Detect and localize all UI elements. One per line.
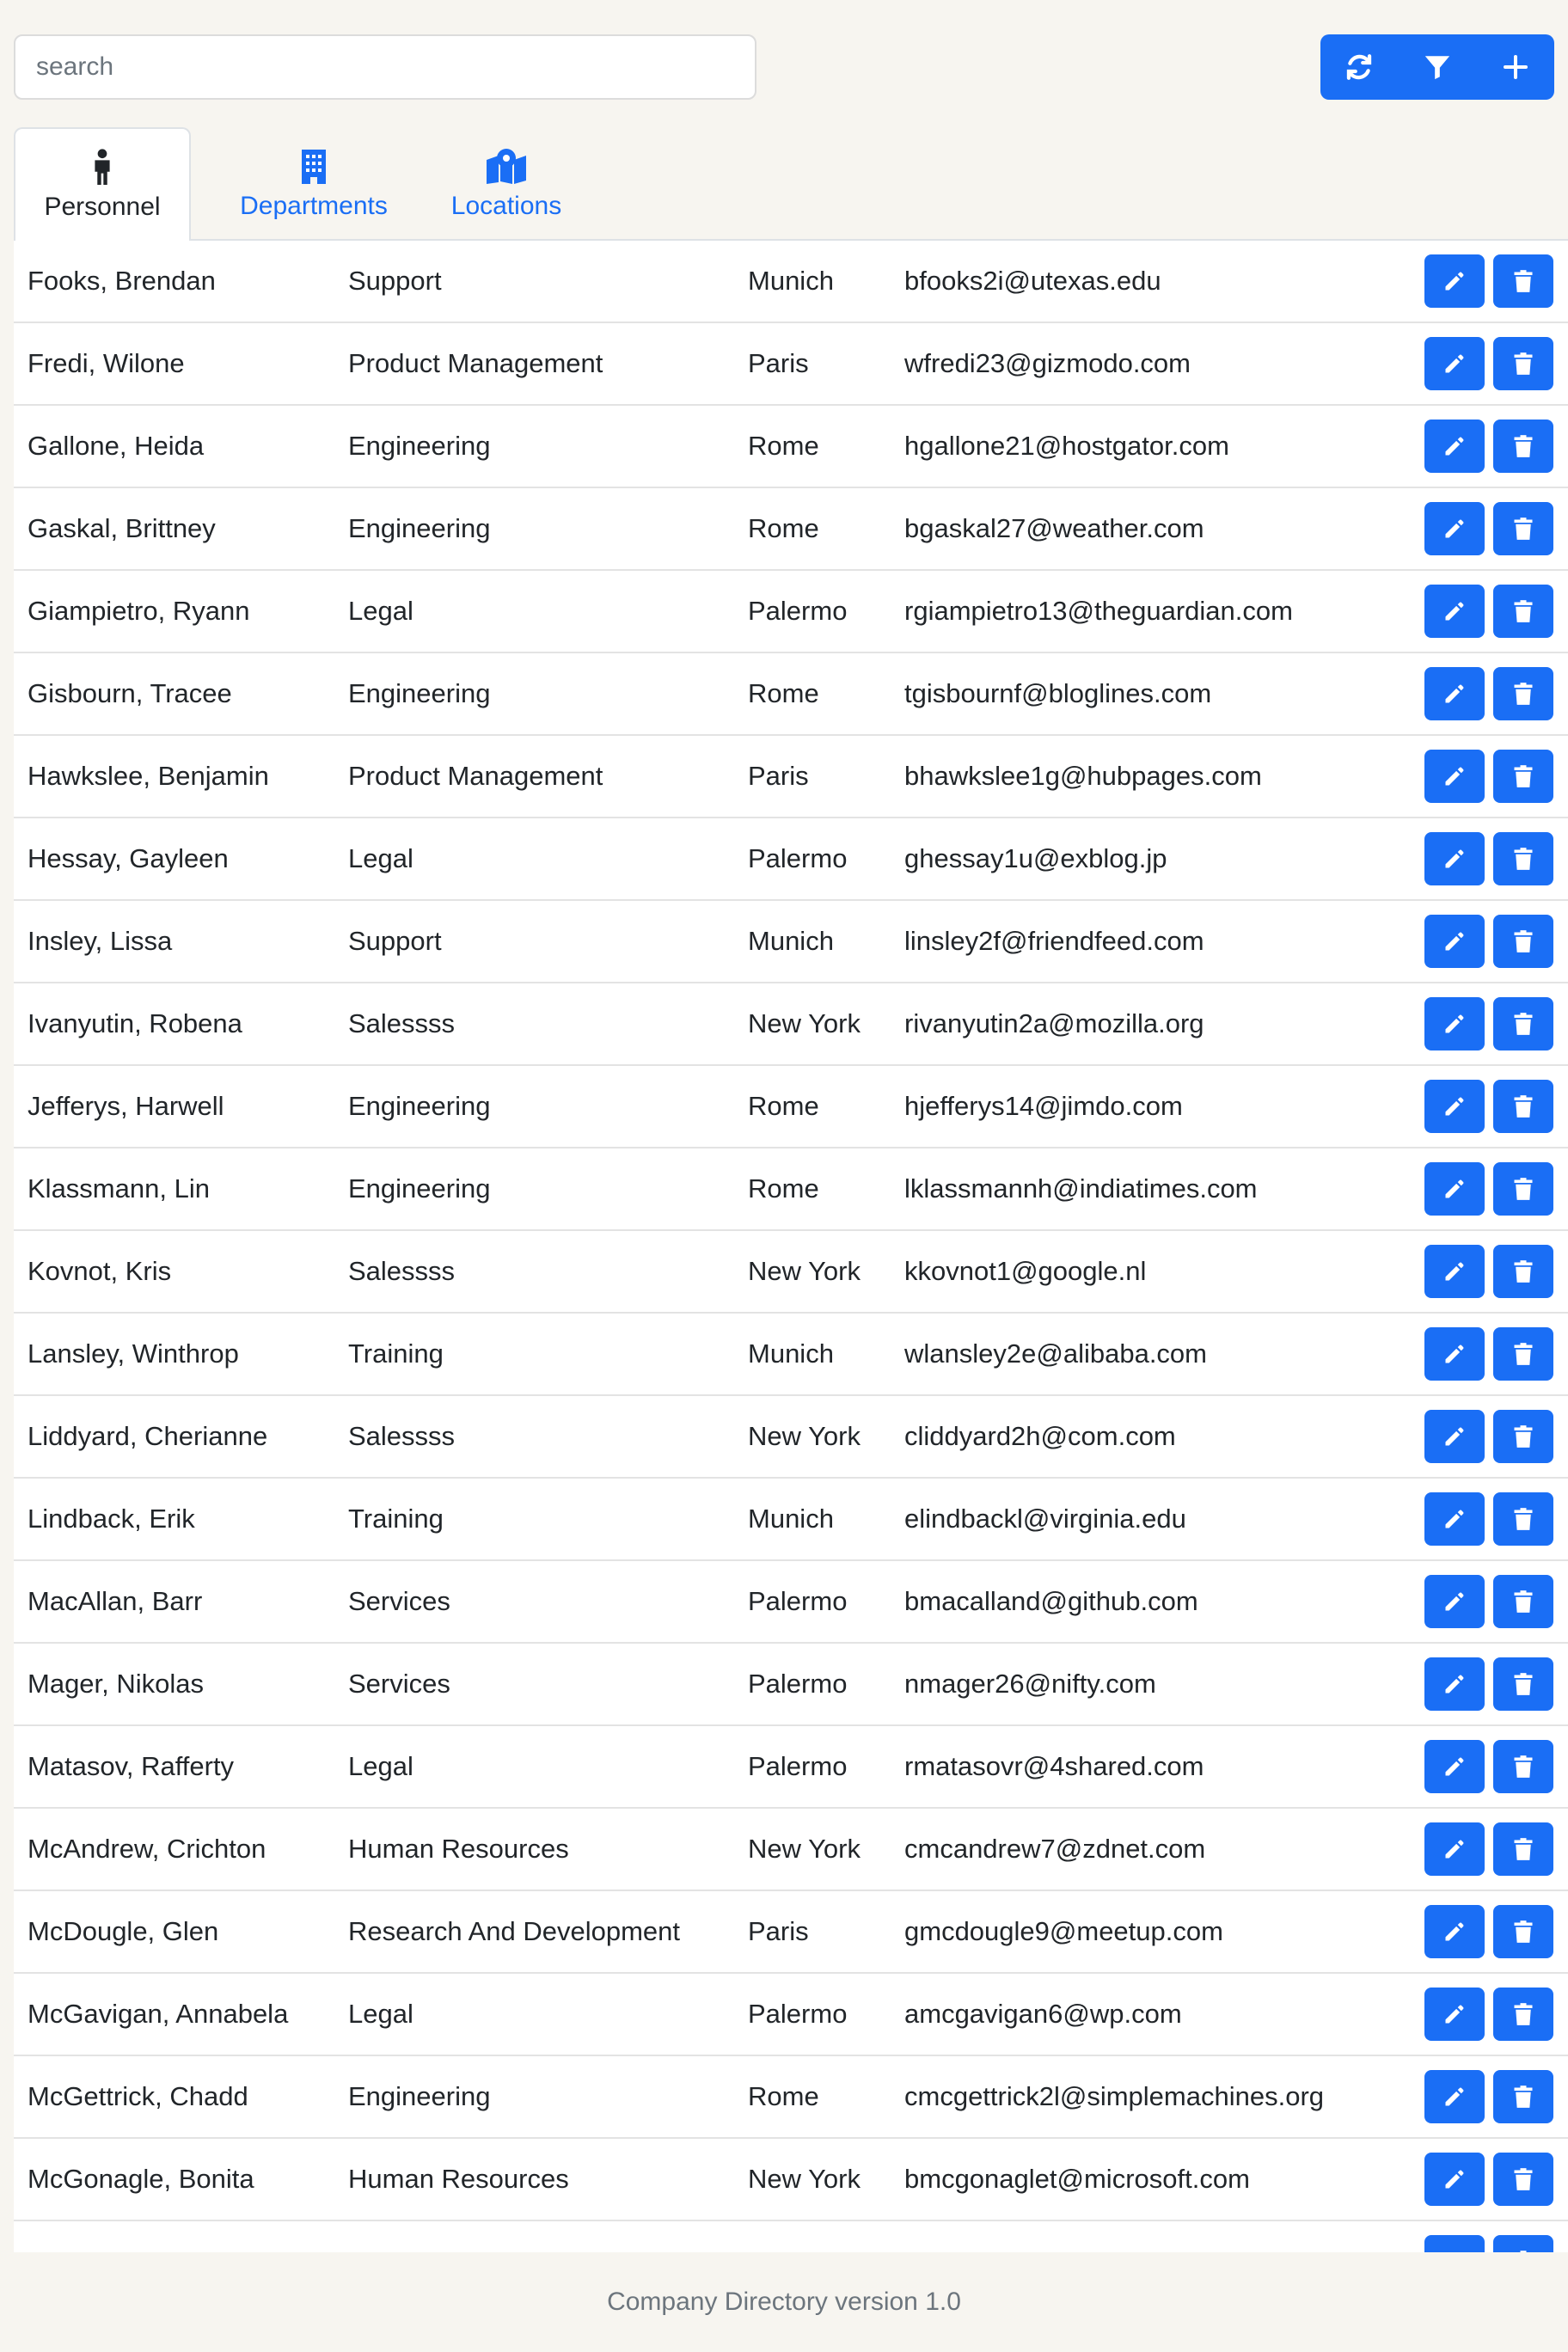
department-cell: Engineering — [348, 431, 491, 461]
name-cell: Jefferys, Harwell — [28, 1091, 224, 1121]
email-cell: wlansley2e@alibaba.com — [904, 1338, 1207, 1369]
row-actions — [1424, 832, 1553, 885]
delete-button[interactable] — [1493, 1410, 1553, 1463]
trash-icon — [1512, 1259, 1534, 1283]
email-cell: gmcdougle9@meetup.com — [904, 1916, 1223, 1946]
delete-button[interactable] — [1493, 502, 1553, 555]
edit-button[interactable] — [1424, 832, 1485, 885]
edit-button[interactable] — [1424, 1822, 1485, 1876]
trash-icon — [1512, 929, 1534, 953]
tab-label: Personnel — [44, 193, 161, 221]
edit-button[interactable] — [1424, 254, 1485, 308]
location-cell: Paris — [748, 348, 809, 378]
pencil-icon — [1442, 929, 1467, 953]
department-cell: Legal — [348, 1999, 413, 2029]
plus-icon — [1502, 53, 1529, 81]
tab-label: Departments — [240, 192, 388, 220]
department-cell: Product Management — [348, 348, 603, 378]
name-cell: Ivanyutin, Robena — [28, 1008, 242, 1038]
name-cell: McGavigan, Annabela — [28, 1999, 289, 2029]
trash-icon — [1512, 434, 1534, 458]
pencil-icon — [1442, 269, 1467, 293]
location-cell: Rome — [748, 1173, 819, 1204]
table-row — [14, 1479, 1568, 1561]
table-row — [14, 241, 1568, 323]
delete-button[interactable] — [1493, 2235, 1553, 2252]
email-cell: bmacalland@github.com — [904, 1586, 1198, 1616]
edit-button[interactable] — [1424, 585, 1485, 638]
refresh-button[interactable] — [1320, 34, 1399, 100]
refresh-icon — [1344, 52, 1374, 82]
trash-icon — [1512, 847, 1534, 871]
row-actions — [1424, 1905, 1553, 1958]
department-cell: Services — [348, 1586, 450, 1616]
row-actions — [1424, 997, 1553, 1050]
pencil-icon — [1442, 1755, 1467, 1779]
edit-button[interactable] — [1424, 420, 1485, 473]
table-row — [14, 1561, 1568, 1644]
location-cell: Rome — [748, 1091, 819, 1121]
edit-button[interactable] — [1424, 1740, 1485, 1793]
location-cell: New York — [748, 1421, 861, 1451]
pencil-icon — [1442, 1342, 1467, 1366]
edit-button[interactable] — [1424, 1410, 1485, 1463]
filter-icon — [1423, 52, 1452, 82]
trash-icon — [1512, 269, 1534, 293]
department-cell: Human Resources — [348, 2164, 569, 2194]
row-actions — [1424, 1740, 1553, 1793]
department-cell: Salessss — [348, 1008, 456, 1038]
delete-button[interactable] — [1493, 1657, 1553, 1711]
trash-icon — [1512, 764, 1534, 788]
edit-button[interactable] — [1424, 667, 1485, 720]
name-cell: Gallone, Heida — [28, 431, 205, 461]
department-cell: Salessss — [348, 1421, 456, 1451]
trash-icon — [1512, 352, 1534, 376]
pencil-icon — [1442, 764, 1467, 788]
trash-icon — [1512, 1920, 1534, 1944]
row-actions — [1424, 1492, 1553, 1546]
edit-button[interactable] — [1424, 1575, 1485, 1628]
row-actions — [1424, 502, 1553, 555]
pencil-icon — [1442, 1094, 1467, 1118]
edit-button[interactable] — [1424, 502, 1485, 555]
email-cell: lklassmannh@indiatimes.com — [904, 1173, 1258, 1204]
location-cell: New York — [748, 1834, 861, 1864]
edit-button[interactable] — [1424, 1080, 1485, 1133]
edit-button[interactable] — [1424, 997, 1485, 1050]
pencil-icon — [1442, 1177, 1467, 1201]
row-actions — [1424, 1657, 1553, 1711]
edit-button[interactable] — [1424, 1988, 1485, 2041]
table-row — [14, 1809, 1568, 1891]
pencil-icon — [1442, 434, 1467, 458]
name-cell: Giampietro, Ryann — [28, 596, 250, 626]
email-cell: hjefferys14@jimdo.com — [904, 1091, 1183, 1121]
tab-personnel[interactable] — [14, 127, 191, 242]
footer-text: Company Directory version 1.0 — [607, 2288, 961, 2316]
location-cell: Palermo — [748, 596, 848, 626]
email-cell: cmcgettrick2l@simplemachines.org — [904, 2081, 1325, 2111]
edit-button[interactable] — [1424, 2235, 1485, 2252]
delete-button[interactable] — [1493, 750, 1553, 803]
trash-icon — [1512, 1507, 1534, 1531]
pencil-icon — [1442, 1837, 1467, 1861]
edit-button[interactable] — [1424, 1905, 1485, 1958]
location-cell: Rome — [748, 431, 819, 461]
trash-icon — [1512, 1672, 1534, 1696]
row-actions — [1424, 2235, 1553, 2252]
delete-button[interactable] — [1493, 337, 1553, 390]
table-row — [14, 653, 1568, 736]
delete-button[interactable] — [1493, 1245, 1553, 1298]
edit-button[interactable] — [1424, 1245, 1485, 1298]
department-cell: Research And Development — [348, 1916, 681, 1946]
pencil-icon — [1442, 352, 1467, 376]
location-cell: Rome — [748, 678, 819, 708]
location-cell: New York — [748, 1256, 861, 1286]
row-actions — [1424, 915, 1553, 968]
name-cell: Fooks, Brendan — [28, 266, 216, 296]
table-row — [14, 1974, 1568, 2056]
edit-button[interactable] — [1424, 2153, 1485, 2206]
toolbar-button-group — [1320, 34, 1554, 100]
personnel-table — [14, 241, 1568, 2252]
email-cell: tgisbournf@bloglines.com — [904, 678, 1212, 708]
pencil-icon — [1442, 847, 1467, 871]
email-cell: linsley2f@friendfeed.com — [904, 926, 1204, 956]
pencil-icon — [1442, 1424, 1467, 1449]
row-actions — [1424, 667, 1553, 720]
edit-button[interactable] — [1424, 2070, 1485, 2123]
row-actions — [1424, 750, 1553, 803]
row-actions — [1424, 337, 1553, 390]
table-row — [14, 1726, 1568, 1809]
trash-icon — [1512, 517, 1534, 541]
edit-button[interactable] — [1424, 750, 1485, 803]
name-cell: Matasov, Rafferty — [28, 1751, 235, 1781]
delete-button[interactable] — [1493, 1905, 1553, 1958]
location-cell: Palermo — [748, 1999, 848, 2029]
pencil-icon — [1442, 517, 1467, 541]
table-row — [14, 901, 1568, 983]
name-cell: Lansley, Winthrop — [28, 1338, 239, 1369]
email-cell: rgiampietro13@theguardian.com — [904, 596, 1293, 626]
table-row — [14, 818, 1568, 901]
pencil-icon — [1442, 1507, 1467, 1531]
trash-icon — [1512, 1837, 1534, 1861]
location-cell: Munich — [748, 1338, 834, 1369]
name-cell: Hawkslee, Benjamin — [28, 761, 269, 791]
email-cell: bfooks2i@utexas.edu — [904, 266, 1161, 296]
tab-bar — [14, 127, 1568, 241]
email-cell: amcgavigan6@wp.com — [904, 1999, 1182, 2029]
delete-button[interactable] — [1493, 585, 1553, 638]
pencil-icon — [1442, 1589, 1467, 1614]
table-row — [14, 323, 1568, 406]
department-cell: Salessss — [348, 1256, 456, 1286]
email-cell: kkovnot1@google.nl — [904, 1256, 1147, 1286]
department-cell: Legal — [348, 1751, 413, 1781]
department-cell: Human Resources — [348, 1834, 569, 1864]
row-actions — [1424, 2153, 1553, 2206]
location-cell: Palermo — [748, 1586, 848, 1616]
edit-button[interactable] — [1424, 1657, 1485, 1711]
delete-button[interactable] — [1493, 1080, 1553, 1133]
delete-button[interactable] — [1493, 667, 1553, 720]
name-cell: Kovnot, Kris — [28, 1256, 172, 1286]
location-cell: Paris — [748, 761, 809, 791]
row-actions — [1424, 420, 1553, 473]
delete-button[interactable] — [1493, 420, 1553, 473]
table-row — [14, 736, 1568, 818]
name-cell: Lindback, Erik — [28, 1504, 195, 1534]
trash-icon — [1512, 1094, 1534, 1118]
pencil-icon — [1442, 682, 1467, 706]
table-row — [14, 1314, 1568, 1396]
location-cell: Palermo — [748, 1751, 848, 1781]
email-cell: hgallone21@hostgator.com — [904, 431, 1229, 461]
email-cell: wfredi23@gizmodo.com — [904, 348, 1191, 378]
table-row — [14, 1231, 1568, 1314]
location-cell: Palermo — [748, 843, 848, 873]
department-cell: Engineering — [348, 1173, 491, 1204]
location-cell: Paris — [748, 1916, 809, 1946]
row-actions — [1424, 585, 1553, 638]
delete-button[interactable] — [1493, 1822, 1553, 1876]
department-cell: Support — [348, 266, 442, 296]
name-cell: Klassmann, Lin — [28, 1173, 210, 1204]
department-cell: Product Management — [348, 761, 603, 791]
name-cell: McGonagle, Bonita — [28, 2164, 254, 2194]
location-cell: Munich — [748, 926, 834, 956]
building-icon — [300, 147, 328, 185]
trash-icon — [1512, 2002, 1534, 2026]
trash-icon — [1512, 1177, 1534, 1201]
name-cell: McGettrick, Chadd — [28, 2081, 248, 2111]
filter-button[interactable] — [1399, 34, 1477, 100]
email-cell: rivanyutin2a@mozilla.org — [904, 1008, 1204, 1038]
location-cell: Rome — [748, 2081, 819, 2111]
name-cell: Mager, Nikolas — [28, 1669, 205, 1699]
name-cell: Liddyard, Cherianne — [28, 1421, 268, 1451]
edit-button[interactable] — [1424, 1162, 1485, 1216]
delete-button[interactable] — [1493, 1327, 1553, 1381]
delete-button[interactable] — [1493, 915, 1553, 968]
map-location-icon — [485, 147, 528, 185]
department-cell: Services — [348, 1669, 450, 1699]
trash-icon — [1512, 2085, 1534, 2109]
trash-icon — [1512, 1342, 1534, 1366]
row-actions — [1424, 1575, 1553, 1628]
delete-button[interactable] — [1493, 832, 1553, 885]
location-cell: Munich — [748, 1504, 834, 1534]
email-cell: rmatasovr@4shared.com — [904, 1751, 1204, 1781]
name-cell: Insley, Lissa — [28, 926, 173, 956]
email-cell: cmcandrew7@zdnet.com — [904, 1834, 1206, 1864]
department-cell: Legal — [348, 596, 413, 626]
name-cell: Hessay, Gayleen — [28, 843, 229, 873]
tab-locations[interactable] — [423, 127, 590, 241]
pencil-icon — [1442, 599, 1467, 623]
email-cell: bhawkslee1g@hubpages.com — [904, 761, 1262, 791]
search-box — [14, 34, 756, 100]
table-row — [14, 1891, 1568, 1974]
delete-button[interactable] — [1493, 997, 1553, 1050]
add-button[interactable] — [1476, 34, 1554, 100]
email-cell: elindbackl@virginia.edu — [904, 1504, 1186, 1534]
trash-icon — [1512, 2167, 1534, 2191]
trash-icon — [1512, 1424, 1534, 1449]
department-cell: Legal — [348, 843, 413, 873]
row-actions — [1424, 1162, 1553, 1216]
tab-departments[interactable] — [215, 127, 413, 241]
table-row — [14, 1396, 1568, 1479]
delete-button[interactable] — [1493, 1575, 1553, 1628]
table-row — [14, 571, 1568, 653]
trash-icon — [1512, 1755, 1534, 1779]
delete-button[interactable] — [1493, 2153, 1553, 2206]
trash-icon — [1512, 1012, 1534, 1036]
location-cell: New York — [748, 1008, 861, 1038]
edit-button[interactable] — [1424, 337, 1485, 390]
email-cell: nmager26@nifty.com — [904, 1669, 1156, 1699]
table-row — [14, 2221, 1568, 2252]
location-cell: Munich — [748, 266, 834, 296]
location-cell: Rome — [748, 513, 819, 543]
table-row — [14, 406, 1568, 488]
delete-button[interactable] — [1493, 1740, 1553, 1793]
department-cell: Training — [348, 1338, 444, 1369]
name-cell: Gaskal, Brittney — [28, 513, 216, 543]
name-cell: MacAllan, Barr — [28, 1586, 203, 1616]
pencil-icon — [1442, 2085, 1467, 2109]
delete-button[interactable] — [1493, 1492, 1553, 1546]
table-row — [14, 1066, 1568, 1148]
row-actions — [1424, 1988, 1553, 2041]
name-cell: McDougle, Glen — [28, 1916, 219, 1946]
row-actions — [1424, 254, 1553, 308]
department-cell: Support — [348, 926, 442, 956]
department-cell: Training — [348, 1504, 444, 1534]
delete-button[interactable] — [1493, 254, 1553, 308]
row-actions — [1424, 1080, 1553, 1133]
name-cell: Gisbourn, Tracee — [28, 678, 232, 708]
edit-button[interactable] — [1424, 1327, 1485, 1381]
row-actions — [1424, 2070, 1553, 2123]
trash-icon — [1512, 599, 1534, 623]
name-cell: Fredi, Wilone — [28, 348, 185, 378]
row-actions — [1424, 1410, 1553, 1463]
location-cell: Palermo — [748, 1669, 848, 1699]
table-row — [14, 1644, 1568, 1726]
tab-label: Locations — [450, 192, 562, 220]
pencil-icon — [1442, 2167, 1467, 2191]
pencil-icon — [1442, 1012, 1467, 1036]
footer — [0, 2252, 1568, 2352]
row-actions — [1424, 1245, 1553, 1298]
edit-button[interactable] — [1424, 1492, 1485, 1546]
email-cell: bmcgonaglet@microsoft.com — [904, 2164, 1250, 2194]
pencil-icon — [1442, 1920, 1467, 1944]
table-row — [14, 2139, 1568, 2221]
email-cell: bgaskal27@weather.com — [904, 513, 1204, 543]
department-cell: Engineering — [348, 678, 491, 708]
table-row — [14, 2056, 1568, 2139]
person-icon — [91, 148, 113, 186]
search-input[interactable] — [36, 52, 755, 82]
pencil-icon — [1442, 1259, 1467, 1283]
department-cell: Engineering — [348, 1091, 491, 1121]
delete-button[interactable] — [1493, 1988, 1553, 2041]
trash-icon — [1512, 682, 1534, 706]
name-cell: McAndrew, Crichton — [28, 1834, 266, 1864]
row-actions — [1424, 1327, 1553, 1381]
pencil-icon — [1442, 1672, 1467, 1696]
department-cell: Engineering — [348, 2081, 491, 2111]
row-actions — [1424, 1822, 1553, 1876]
delete-button[interactable] — [1493, 2070, 1553, 2123]
delete-button[interactable] — [1493, 1162, 1553, 1216]
edit-button[interactable] — [1424, 915, 1485, 968]
email-cell: cliddyard2h@com.com — [904, 1421, 1176, 1451]
table-row — [14, 983, 1568, 1066]
trash-icon — [1512, 1589, 1534, 1614]
department-cell: Engineering — [348, 513, 491, 543]
location-cell: New York — [748, 2164, 861, 2194]
pencil-icon — [1442, 2002, 1467, 2026]
table-row — [14, 488, 1568, 571]
email-cell: ghessay1u@exblog.jp — [904, 843, 1167, 873]
table-row — [14, 1148, 1568, 1231]
